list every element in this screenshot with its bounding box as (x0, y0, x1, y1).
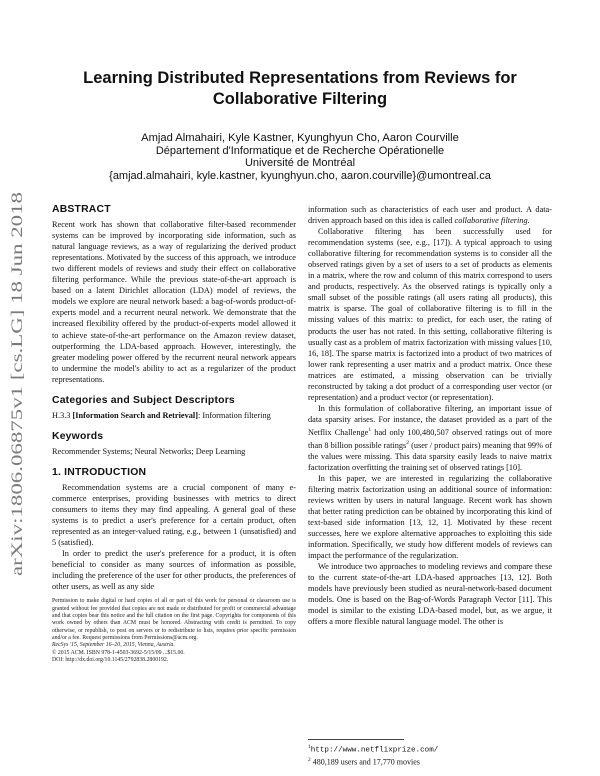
sparsity-text-a: In this formulation of collaborative filtering, an important issue of data sparsity arises. For instance, the dataset provided as a part of the Netflix Challenge (308, 403, 552, 437)
author-university: Université de Montréal (244, 157, 356, 169)
footnote-1 (308, 743, 552, 756)
collaborative-filtering-term: collaborative filtering. (454, 216, 530, 226)
copyright-text: © 2015 ACM. ISBN 978-1-4503-3692-5/15/09 ...$15.00. (52, 649, 185, 656)
intro-heading: 1. INTRODUCTION (52, 466, 147, 478)
categories-text (52, 410, 296, 421)
abstract-text: Recent work has shown that collaborative filter-based recommender systems can be improved by incorporating side information, such as natural language reviews, as a way of regularizing the derived product representations. Motivated by the success of this approach, we introduce two different models of reviews and study their effect on collaborative filtering performance. While the previous state-of-the-art approach is based on a latent Dirichlet allocation (LDA) model of reviews, the models we explore are neural network based: a bag-of-words product-of-experts model and a recurrent neural network. We demonstrate that the increased flexibility offered by the product-of-experts model allowed it to achieve state-of-the-art performance on the Amazon review dataset, outperforming the LDA-based approach. However, interestingly, the greater modeling power offered by the recurrent neural network appears to undermine the model's ability to act as a regularizer of the product representations. (52, 220, 296, 384)
abstract-heading: ABSTRACT (52, 204, 111, 215)
permission-block (52, 598, 296, 664)
footnote-1-number: 1 (308, 744, 311, 750)
doi-text: DOI: http://dx.doi.org/10.1145/2792838.2800192. (52, 656, 169, 663)
footnote-1-url[interactable]: http://www.netflixprize.com/ (310, 746, 439, 755)
author-block (40, 132, 560, 182)
approaches-paragraph: We introduce two approaches to modeling reviews and compare these to the current state-of-the-art LDA-based approaches [13, 12]. Both models have previously been studied as neural-network-based document models. One is based on the Bag-of-Words Paragraph Vector [11]. This model is similar to the existing LDA-based model, but, as we argue, it offers a more flexible natural language model. The other is (308, 562, 552, 627)
categories-heading: Categories and Subject Descriptors (52, 394, 235, 406)
right-column (308, 204, 552, 627)
continuation-text: information such as characteristics of each user and product. A data-driven approach based on this idea is called (308, 205, 552, 226)
intro-paragraph-1: Recommendation systems are a crucial component of many e-commerce enterprises, providing businesses with metrics to direct consumers to items they may find appealing. A general goal of these systems is to predict a user's preference for a certain product, often represented as an integer-valued rating, e.g., between 1 (unsatisfied) and 5 (satisfied). (52, 482, 296, 548)
intro-paragraph-2: In order to predict the user's preference for a product, it is often beneficial to consider as many sources of information as possible, including the preference of the user for other products, the preferences of other users, as well as any side (52, 549, 296, 592)
keywords-text: Recommender Systems; Neural Networks; Deep Learning (52, 446, 246, 456)
arxiv-stamp (6, 188, 28, 578)
cf-paragraph: Collaborative filtering has been successfully used for recommendation systems (see, e.g., [17]). A typical approach to using collaborative filtering for recommendation systems is to consider all the observed ratings given by a set of users to a set of products as elements in a matrix, where the row and column of this matrix correspond to users and products, respectively. As the observed ratings is typically only a small subset of the possible ratings (all users rating all products), this matrix is sparse. The goal of collaborative filtering is to fill in the missing values of this matrix: to predict, for each user, the rating of products the user has not rated. In this setting, collaborative filtering is usually cast as a problem of matrix factorization with missing values [10, 16, 18]. The sparse matrix is factorized into a product of two matrices of lower rank representing a user matrix and a product matrix. Once these matrices are estimated, a missing observation can be trivially reconstructed by taking a dot product of a corresponding user vector (or representation) and a product vector (or representation). (308, 227, 552, 402)
left-column (52, 204, 296, 664)
footnote-ref-1[interactable]: 1 (368, 426, 372, 433)
footnote-2-text: 480,189 users and 17,770 movies (312, 757, 420, 767)
categories-bold: [Information Search and Retrieval] (72, 410, 198, 420)
footnote-ref-2[interactable]: 2 (406, 439, 409, 446)
sparsity-text-b: had only 100,480,507 observed ratings out of more than 8 billion possible ratings (308, 427, 552, 450)
keywords-heading: Keywords (52, 430, 104, 442)
venue-text: RecSys '15, September 16–20, 2015, Vienna, Austria. (52, 642, 175, 649)
footnote-2 (308, 756, 552, 767)
author-department: Département d'Informatique et de Recherche Opérationelle (155, 144, 445, 157)
footnotes (308, 739, 552, 767)
intro-continuation (308, 204, 552, 226)
paper-title: Learning Distributed Representations from Reviews for Collaborative Filtering (83, 69, 517, 108)
regularizing-paragraph: In this paper, we are interested in regularizing the collaborative filtering matrix factorization using an additional source of information: reviews written by users in natural language. Recent work has shown that better rating prediction can be obtained by incorporating this kind of text-based side information [13, 12, 1]. Motivated by these recent successes, here we explore alternative approaches to exploiting this side information. Specifically, we study how different models of reviews can impact the performance of the regularization. (308, 473, 552, 560)
author-names: Amjad Almahairi, Kyle Kastner, Kyunghyun Cho, Aaron Courville (141, 132, 459, 144)
categories-code: H.3.3 (52, 410, 71, 420)
sparsity-paragraph (308, 403, 552, 473)
permission-text: Permission to make digital or hard copies of all or part of this work for personal or classroom use is granted without fee provided that copies are not made or distributed for profit or commercial advantage and that copies bear this notice and the full citation on the first page. Copyrights for components of this work owned by others than ACM must be honored. Abstracting with credit is permitted. To copy otherwise, or republish, to post on servers or to redistribute to lists, requires prior specific permission and/or a fee. Request permissions from Permissions@acm.org. (52, 598, 296, 641)
categories-rest: : Information filtering (197, 410, 271, 420)
footnote-rule (308, 739, 404, 740)
footnote-2-number: 2 (308, 757, 311, 764)
sparsity-text-c: (user / product pairs) meaning that 99% of the values were missing. This data sparsity easily leads to naive matrix factorization overfitting the training set of observed ratings [10]. (308, 440, 552, 472)
arxiv-stamp-text: arXiv:1806.06875v1 [cs.LG] 18 Jun 2018 (9, 315, 26, 576)
author-emails: {amjad.almahairi, kyle.kastner, kyunghyun.cho, aaron.courville}@umontreal.ca (109, 169, 491, 182)
